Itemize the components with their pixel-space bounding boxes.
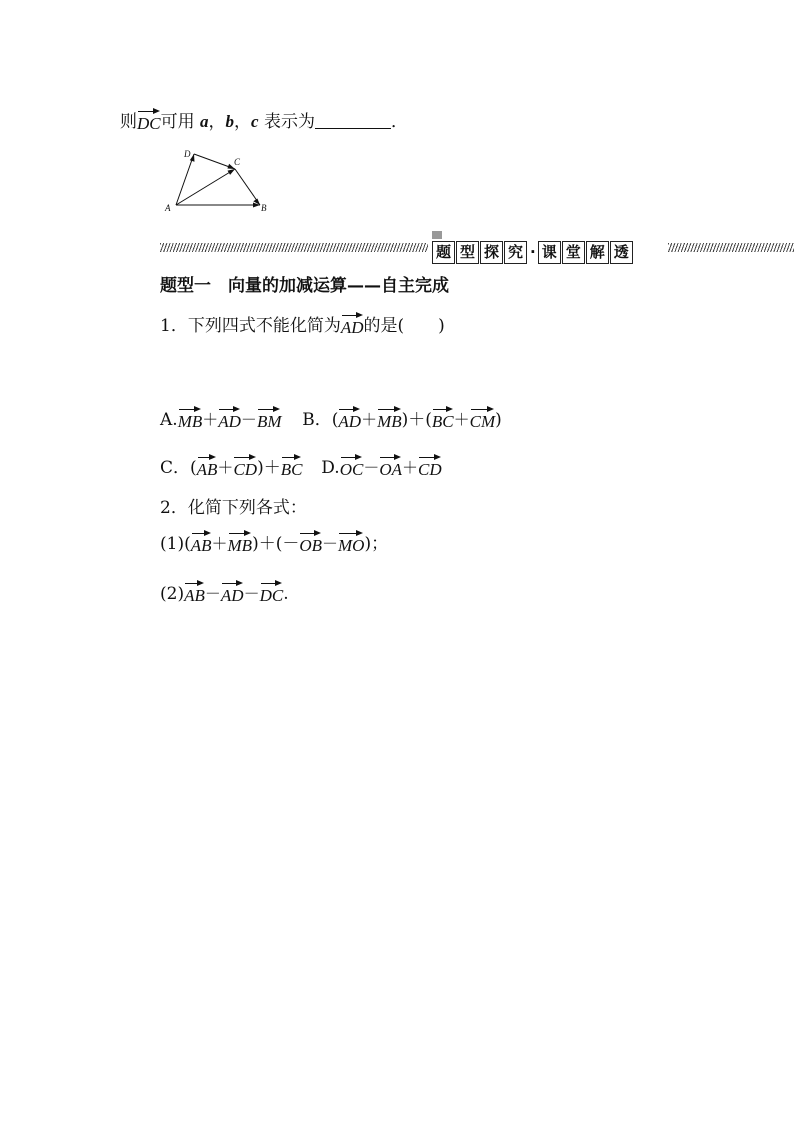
vector: OA <box>379 454 402 478</box>
banner-char: 透 <box>610 241 633 264</box>
vector: MB <box>178 406 203 430</box>
diagonal-ac <box>176 169 235 205</box>
option-c-mid: )＋ <box>257 458 281 478</box>
label-c: C <box>234 157 241 167</box>
arrow-head-ac <box>228 169 236 175</box>
q2-number: 2． <box>160 498 188 518</box>
var-c: c <box>251 112 259 131</box>
operator: ＋ <box>217 458 234 477</box>
label-a: A <box>165 203 171 213</box>
banner-shade <box>432 231 442 239</box>
option-c-label: C．( <box>160 458 197 478</box>
option-d-label: D. <box>321 458 340 478</box>
operator: ＋ <box>361 410 378 429</box>
banner-char: 究 <box>504 241 527 264</box>
banner-char: 探 <box>480 241 503 264</box>
vector: AD <box>338 406 361 430</box>
section-banner <box>432 234 634 264</box>
option-b-label: B．( <box>302 410 339 430</box>
q2-p1-end: )； <box>364 534 389 554</box>
intro-prefix: 则 <box>120 112 137 132</box>
vector: CD <box>418 454 442 478</box>
q2-text: 化简下列各式： <box>187 498 307 518</box>
hatch-right <box>668 243 794 252</box>
vector: AB <box>197 454 218 478</box>
operator: － <box>243 584 260 603</box>
banner-separator: · <box>530 243 536 261</box>
operator: － <box>240 410 257 429</box>
intro-end: ． <box>390 112 408 132</box>
sep-1: ， <box>208 112 226 132</box>
operator: ＋ <box>402 458 419 477</box>
vector: BC <box>281 454 303 478</box>
option-b-end: ) <box>495 410 502 430</box>
section-title: 题型一 向量的加减运算——自主完成 <box>160 276 449 296</box>
vector-ad: AD <box>341 312 364 336</box>
vector: BC <box>432 406 454 430</box>
question-2 <box>160 496 307 520</box>
q2-p1-mid: )＋(－ <box>252 534 300 554</box>
operator: － <box>322 534 339 553</box>
vector: AD <box>218 406 241 430</box>
vector: AB <box>184 580 205 604</box>
edge-ad <box>176 154 194 205</box>
banner-char: 堂 <box>562 241 585 264</box>
operator: ＋ <box>453 410 470 429</box>
operator: ＋ <box>202 410 219 429</box>
vector-dc: DC <box>137 108 161 132</box>
q1-text: 下列四式不能化简为 <box>187 316 341 336</box>
intro-line <box>120 108 408 134</box>
vector: AD <box>221 580 244 604</box>
vector: CM <box>470 406 496 430</box>
question-1 <box>160 312 445 338</box>
intro-suffix: 表示为 <box>263 112 315 132</box>
vector: OC <box>340 454 364 478</box>
q2-part-1 <box>160 530 388 556</box>
operator: － <box>363 458 380 477</box>
q1-number: 1． <box>160 316 188 336</box>
q2-part-2 <box>160 580 289 606</box>
operator: － <box>204 584 221 603</box>
q1-after: 的是( ) <box>363 316 445 336</box>
vector: OB <box>299 530 322 554</box>
label-d: D <box>184 149 191 159</box>
hatch-left <box>160 243 428 252</box>
q2-p1-label: (1)( <box>160 534 191 554</box>
vector: DC <box>260 580 284 604</box>
option-a-label: A. <box>160 410 178 430</box>
options-ab <box>160 406 502 432</box>
q2-p2-end: . <box>283 584 289 604</box>
vector: MB <box>377 406 402 430</box>
banner-char: 解 <box>586 241 609 264</box>
banner-char: 题 <box>432 241 455 264</box>
vector: MB <box>228 530 253 554</box>
sep-2: ， <box>234 112 252 132</box>
vector: BM <box>257 406 282 430</box>
banner-char: 型 <box>456 241 479 264</box>
answer-blank <box>315 110 391 129</box>
vector: AB <box>191 530 212 554</box>
q2-p2-label: (2) <box>160 584 185 604</box>
var-a: a <box>200 112 209 131</box>
vector: CD <box>233 454 257 478</box>
vector: MO <box>338 530 364 554</box>
operator: ＋ <box>211 534 228 553</box>
arrow-head-ad <box>190 154 195 162</box>
quadrilateral-figure <box>160 148 280 216</box>
intro-middle: 可用 <box>160 112 195 132</box>
option-b-mid: )＋( <box>401 410 432 430</box>
var-b: b <box>225 112 235 131</box>
label-b: B <box>261 203 267 213</box>
banner-char: 课 <box>538 241 561 264</box>
options-cd <box>160 454 442 480</box>
